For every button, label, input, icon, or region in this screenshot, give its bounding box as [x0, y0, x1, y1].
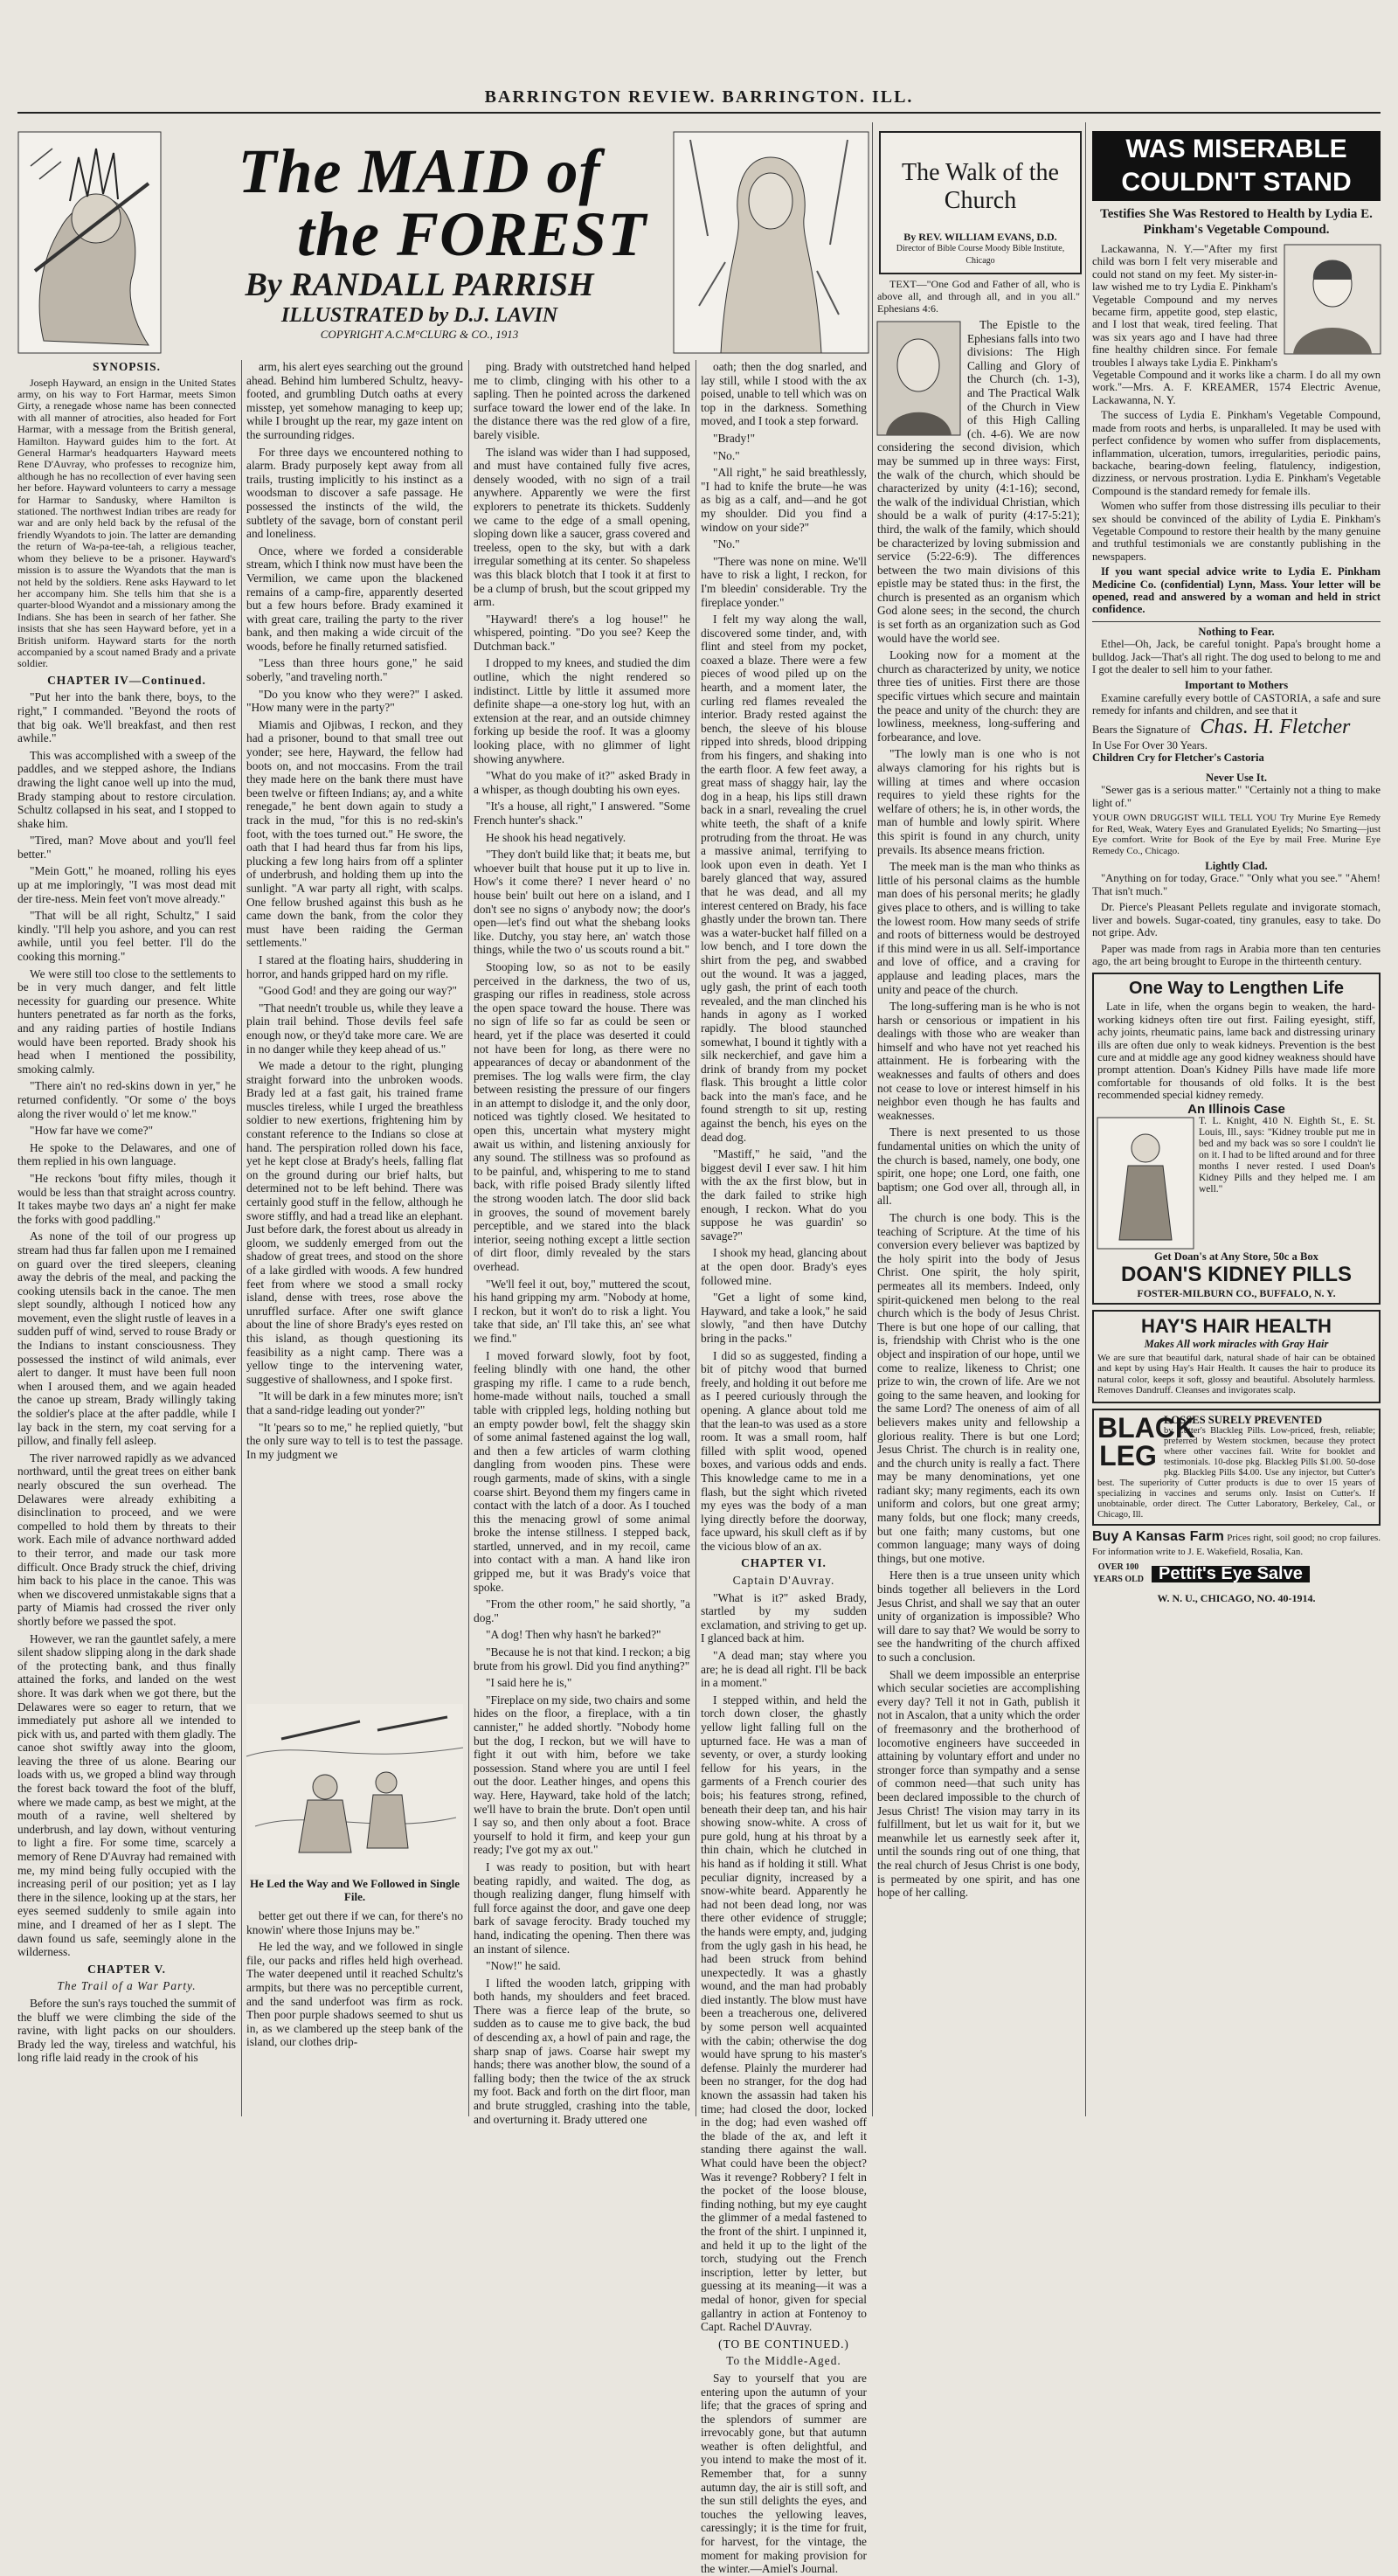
paper-item: Paper was made from rags in Arabia more than ten centuries ago, the art being brought to Europe in the thirteenth century. — [1092, 942, 1381, 967]
col2-paragraph: Once, where we forded a considerable stream, which I think now must have been the Vermilion, we came upon the blackened remains of a camp-fire, apparently deserted but a few hours before. Brady examined it with great care, trailing the party to the river bank, and then making a wide circuit of the woods, before he finally returned satisfied. — [246, 544, 463, 653]
col2-paragraph: "Good God! and they are going our way?" — [259, 984, 457, 998]
ads-column — [1092, 131, 1381, 2115]
column-divider — [241, 360, 242, 2116]
pinkham-headline-1: WAS MISERABLE — [1092, 131, 1381, 168]
col1-paragraph: The river narrowed rapidly as we advanced northward, until the great trees on either bank nearly obscured the sun overhead. The Delawares were already exhibiting a disinclination to proceed, and we were compelled to hold them by threats to their work. Each mile of advance northward added to their terror, and made our task more difficult. Once Brady struck the chief, driving him back to his place in the canoe. This was when we discovered unmistakable signs that a party of Miamis had crossed the river only shortly before we passed the spot. — [17, 1451, 236, 1628]
blackleg-heading: LOSSES SURELY PREVENTED — [1164, 1413, 1323, 1426]
col2-paragraph: For three days we encountered nothing to alarm. Brady purposely kept away from all trails, trusting implicitly to his instinct as a woodsman to discover a safe passage. He possessed the instincts of the wild, the subtlety of the savage, born of constant peril and loneliness. — [246, 445, 463, 541]
col1-paragraph: We were still too close to the settlements to be in very much danger, and felt little necessity for guarding our presence. White hunters penetrated as far north as the forks, and any raiding parties of hostile Indians would have been reported. Brady shook his head when I mentioned the possibility, smoking calmly. — [17, 966, 236, 1076]
synopsis-text: Joseph Hayward, an ensign in the United States army, on his way to Fort Harmar, meets Simon Girty, a renegade whose name has been connected with all manner of atrocities, also headed for Fort Harmar, with a message from the British general, Hamilton. Hayward guides him to the fort. At General Harmar's headquarters Hayward meets Rene D'Auvray, who professes to recognize him, although he has no recollection of ever having seen her before. Hayward volunteers to carry a message for Harmar to Sandusky, where Hamilton is stationed. The northwest Indian tribes are ready for war and are only held back by the refusal of the friendly Wyandots to join. The latter are demanding the return of Wa-pa-tee-tah, a religious teacher, whom they believe to be a prisoner. Hayward's mission is to assure the Wyandots that the man is not held by the soldiers. Rene asks Hayward to let her accompany him. She tells him that she is a quarter-blood Wyandot and a missionary among the Indians. She has been in search of her father. She insists that she has seen Hayward before, yet in a British uniform. Hayward starts for the north accompanied by a scout named Brady and a private soldier. — [17, 376, 236, 670]
col2-paragraph: "That needn't trouble us, while they leave a plain trail behind. Those devils feel safe enough now, or they'd take more care. We are in no danger while they keep ahead of us." — [246, 1001, 463, 1056]
chapter-v-subtitle: The Trail of a War Party. — [57, 1979, 197, 1993]
pinkham-subhead: Testifies She Was Restored to Health by Lydia E. Pinkham's Vegetable Compound. — [1100, 207, 1373, 237]
col1-paragraph: "That will be all right, Schultz," I said kindly. "I'll help you ashore, and you can rest awhile, until you feel better. I'll do the cooking this morning." — [17, 909, 236, 964]
doans-case-text: T. L. Knight, 410 N. Eighth St., E. St. Louis, Ill., says: "Kidney trouble put me in bed and my back was so sore I couldn't lie on it. I had to be lifted around and for three months I never rested. I used Doan's Kidney Pills and they helped me. I am well." — [1199, 1115, 1375, 1195]
col1-paragraph: He spoke to the Delawares, and one of them replied in his own language. — [17, 1140, 236, 1168]
pettit-ad — [1092, 1562, 1381, 1587]
col3-paragraph: "We'll feel it out, boy," muttered the scout, his hand gripping my arm. "Nobody at home, I reckon, but it won't do to risk a light. You take that side, an' I'll take this, an' see what we find." — [474, 1277, 690, 1345]
doans-illustration — [1097, 1118, 1194, 1249]
fear-heading: Nothing to Fear. — [1198, 625, 1275, 638]
story-illustrator: ILLUSTRATED by D.J. LAVIN — [280, 304, 558, 327]
col2-paragraph: better get out there if we can, for there's no knowin' where those Injuns may be." — [246, 1909, 463, 1936]
col3-paragraph: Stooping low, so as not to be easily perceived in the darkness, the two of us, grasping our rifles in readiness, stole across the open space toward the house. There was no sign of life so far as could be seen or heard, yet if the place was deserted it could not have been for long, as there were no appearances of decay or abandonment of the premises. The log walls were firm, the clay between resisting the pressure of our fingers in an attempt to dislodge it, and the only door, noticed was tightly closed. We hesitated to open this, uncertain what mystery might await us within, and listening anxiously for any sound. The stillness was so profound as to be painful, and, whispering to me to stand back, with rifle poised Brady silently lifted the strong wooden latch. The door slid back in grooves, the sound of movement barely perceptible, and we stared into the black interior, seeing nothing except a little section of dirt floor, dimly revealed by the stars overhead. — [474, 959, 690, 1273]
col1-paragraph: Before the sun's rays touched the summit of the bluff we were climbing the side of the ravine, with light packs on our shoulders. Brady led the way, tireless and watchful, his long rifle laid ready in the crook of his — [17, 1996, 236, 2065]
indian-portrait-illustration — [17, 131, 162, 354]
col4-paragraph: "There was none on mine. We'll have to risk a light, I reckon, for I'm bleedin' considerable. Try the fireplace yonder." — [701, 554, 867, 609]
col3-paragraph: He shook his head negatively. — [486, 830, 626, 844]
blackleg-brand-2: LEG — [1099, 1439, 1157, 1472]
church-paragraph: The long-suffering man is he who is not harsh or censorious or impatient in his dealings with those who are weaker than himself and who have not yet reached his attainment. He is forbearing with the weaknesses and faults of others and does not cease to love or interest himself in his neighbor even though he has faults and weaknesses. — [877, 1000, 1080, 1122]
col2-paragraph: I stared at the floating hairs, shuddering in horror, and hands gripped hard on my rifle. — [246, 952, 463, 980]
hays-subheading: Makes All work miracles with Gray Hair — [1144, 1338, 1329, 1351]
col3-paragraph: ping. Brady with outstretched hand helped me to climb, clinging with his other to a sapling. Then he pointed across the darkened surface toward the lower end of the lake. In the distance there was the red glow of a fire, barely visible. — [474, 360, 690, 441]
col2-paragraph: He led the way, and we followed in single file, our packs and rifles held high overhead. The water deepened until it reached Schultz's armpits, but there was no perceptible current, and the sand underfoot was firm as rock. Then poor purple shadows seemed to shut us in, as we clambered up the steep bank of the island, our clothes drip- — [246, 1940, 463, 2049]
pinkham-body-3: Women who suffer from those distressing ills peculiar to their sex should be convinced of the ability of Lydia E. Pinkham's Vegetable Compound to restore their health by the many genuine and truthful testimonials we are constantly publishing in the newspapers. — [1092, 500, 1381, 563]
col1-paragraph: This was accomplished with a sweep of the paddles, and we stepped ashore, the Indians drawing the light canoe well up into the mud, Brady stamping about to restore circulation. Schultz collapsed in his seat, and I stopped to shake him. — [17, 748, 236, 830]
doans-case-heading: An Illinois Case — [1187, 1101, 1285, 1117]
fear-text: Ethel—Oh, Jack, be careful tonight. Papa's brought home a bulldog. Jack—That's all right. The dog used to belong to me and I got the dealer to sell him to your father. — [1092, 638, 1381, 675]
chapter-v-heading: CHAPTER V. — [87, 1962, 166, 1976]
col3-paragraph: The island was wider than I had supposed, and must have contained fully five acres, densely wooded, with no sign of a trail anywhere. Apparently we were the first explorers to penetrate its thickets. Suddenly we came to the edge of a small opening, sloping down like a saucer, grass covered and treeless, open to the sky, but with a dark irregular something at its center. So shapeless was this black blotch that I took it at first to be a clump of brush, but the scout gripped my arm. — [474, 445, 690, 609]
story-byline: By RANDALL PARRISH — [245, 267, 594, 303]
header-rule — [17, 112, 1381, 114]
kansas-ad — [1092, 1531, 1381, 1558]
story-column-4 — [701, 360, 867, 2576]
col4-paragraph: "Brady!" — [713, 431, 756, 445]
col1-paragraph: "There ain't no red-skins down in yer," he returned confidently. "Or some o' the boys along the river would o' let me know." — [17, 1079, 236, 1120]
column-divider — [872, 122, 873, 2116]
hays-body: We are sure that beautiful dark, natural shade of hair can be obtained and kept by using Hay's Hair Health. It causes the hair to produce its natural color, keeps it soft, glossy and beautiful. Absolutely harmless. Removes Dandruff. Cleanses and invigorates scalp. — [1097, 1352, 1375, 1396]
col4-paragraph: "What is it?" asked Brady, startled by my sudden exclamation, and striving to get up. I glanced back at him. — [701, 1590, 867, 1645]
clad-heading: Lightly Clad. — [1205, 860, 1268, 873]
church-paragraph: "The lowly man is one who is not always clamoring for his rights but is willing at times and where occasion requires to yield these rights for the welfare of others; he is, in other words, the man of humble and lowly spirit. Where this spirit is found in any church, unity prevails. Its absence means friction. — [877, 747, 1080, 856]
bears-signature-label: Bears the Signature of — [1092, 723, 1191, 736]
murine-ad: YOUR OWN DRUGGIST WILL TELL YOU Try Murine Eye Remedy for Red, Weak, Watery Eyes and Granulated Eyelids; No Smarting—just Eye comfort. Write for Book of the Eye by mail Free. Murine Eye Remedy Co., Chicago. — [1092, 813, 1381, 856]
story-column-1 — [17, 360, 236, 2116]
col2-paragraph: "It will be dark in a few minutes more; isn't that a sand-ridge leading out yonder?" — [246, 1389, 463, 1416]
wnu-footer: W. N. U., CHICAGO, NO. 40-1914. — [1157, 1591, 1316, 1604]
col3-paragraph: "What do you make of it?" asked Brady in a whisper, as though doubting his own eyes. — [474, 769, 690, 796]
in-use-text: In Use For Over 30 Years. — [1092, 739, 1208, 752]
maiden-portrait-illustration — [673, 131, 869, 354]
col4-paragraph: oath; then the dog snarled, and lay still, while I stood with the ax poised, unable to tell which was on top in the darkness. Something moved, and I took a step forward. — [701, 360, 867, 428]
col1-paragraph: However, we ran the gauntlet safely, a mere silent shadow slipping along in the dark shade of the protecting bank, and thus finally attained the forks, and landed on the west shore. It was dark when we got there, but the Delawares were so eager to return, that we immediately put ashore all we intended to pick with us, and parted with them gladly. The canoe shot swiftly away into the gloom, leaving the three of us alone. Bearing our loads with us, we groped a blind way through the forest back toward the foot of the bluff, where we made camp, as best we might, at the mouth of a ravine, well sheltered by underbrush, and lay down, without venturing to light a fire. For some time, scarcely a memory of Rene D'Auvray had remained with me, my mind being fully occupied with the increasing peril of our position; yet as I lay there in the silence, looking up at the stars, her eyes seemed suddenly to smile again into mine, and I dreamed of her as I slept. The dawn found us safe, seemingly alone in the wilderness. — [17, 1631, 236, 1959]
pinkham-body-4: If you want special advice write to Lydia E. Pinkham Medicine Co. (confidential) Lynn, Mass. Your letter will be opened, read and answered by a woman and held in strict confidence. — [1092, 565, 1381, 616]
doans-ad — [1092, 973, 1381, 1305]
col4-paragraph: "All right," he said breathlessly, "I had to knife the brute—he was as big as a calf, and—and he got my shoulder. Did you find a window on your side?" — [701, 466, 867, 534]
doans-heading: One Way to Lengthen Life — [1129, 979, 1344, 999]
story-column-3 — [474, 360, 690, 2126]
pinkham-body: Lackawanna, N. Y.—"After my first child was born I felt very miserable and could not stand on my feet. My sister-in-law wished me to try Lydia E. Pinkham's Vegetable Compound and my nerves became firm, appetite good, step elastic, and I lost that weak, tired feeling. That was six years ago and I have had three fine healthy children since. For female troubles I always take Lydia E. Pinkham's Vegetable Compound and it works like a charm. I do all my own work."—Mrs. A. F. KREAMER, 1574 Electric Avenue, Lackawanna, N. Y. — [1092, 243, 1381, 406]
page-header: BARRINGTON REVIEW. BARRINGTON. ILL. — [484, 87, 914, 107]
church-paragraph: Looking now for a moment at the church as characterized by unity, we notice three ties of unities. First there are those specific virtues which secure and maintain the peace and unity of the church: they are lowliness, meekness, long-suffering and forbearance, and love. — [877, 648, 1080, 744]
pinkham-body-2: The success of Lydia E. Pinkham's Vegetable Compound, made from roots and herbs, is unparalleled. It may be used with perfect confidence by women who suffer from displacements, inflammation, ulceration, tumors, irregularities, periodic pains, backache, bearing-down feeling, flatulency, indigestion, dizziness, or nervous prostration. Lydia E. Pinkham's Vegetable Compound is the standard remedy for female ills. — [1092, 409, 1381, 497]
col1-paragraph: "Put her into the bank there, boys, to the right," I commanded. "Beyond the roots of that big oak. We'll breakfast, and then rest awhile." — [17, 690, 236, 745]
kansas-heading: Buy A Kansas Farm — [1092, 1529, 1224, 1545]
mothers-heading: Important to Mothers — [1184, 679, 1289, 692]
col2-paragraph: "It 'pears so to me," he replied quietly, "but the only sure way to tell is to test the passage. In my judgment we — [246, 1420, 463, 1461]
church-paragraph: The Epistle to the Ephesians falls into two divisions: The High Calling and Glory of the Church (ch. 1-3), and The Practical Walk of the Church in View of this High Calling (ch. 4-6). We are now considering the second division, which may be summed up in three ways: First, the walk of the church, which should be characterized by unity (4:1-16); second, the walk of the individual Christian, which should be a walk of purity (4:17-5:21); third, the walk of the family, which should be characterized by loving submission and service (5:22-6:9). The differences between the two main divisions of this epistle may be stated thus: in the first, the church is presented as an organism which God alone sees; in the second, the church is set forth as an organization such as God would have the world see. — [877, 318, 1080, 645]
col4-paragraph: I stepped within, and held the torch down closer, the ghastly yellow light falling full on the upturned face. He was a man of seventy, or over, a sturdy looking fellow for his years, in the garments of a French courier des bois; his features strong, refined, beneath their deep tan, and his hair showing snow-white. A cross of pure gold, hung at his throat by a thin chain, which he clutched in his hand as if holding it still. What peculiar dignity, increased by a snow-white beard. Apparently he had not been dead long, nor was there other evidence of struggle; the hands were empty, and, judging from the ugly gash in his head, he had been struck from behind unexpectedly. It was a ghastly wound, and the man had probably died instantly. The blow must have been a treacherous one, delivered by some person well acquainted with the cabin; otherwise the dog would have sprung to his master's defense. Plainly the murderer had been no stranger, for the dog had known the assassin had taken his time; had closed the door, locked in the dog; had even washed off the blade of the ax, and left it standing there against the wall. What could have been the object? Was it revenge? Robbery? I felt in the pocket of the loose blouse, finding nothing, but my eye caught the glimmer of a medal fastened to the front of the shirt. I unpinned it, and held it up to the light of the torch, studying out the French inscription, letter by letter, but guessing at its meaning—it was a medal of honor, given for special gallantry in action at Fontenoy to Capt. Rachel D'Auvray. — [701, 1693, 867, 2334]
col3-paragraph: "It's a house, all right," I answered. "Some French hunter's shack." — [474, 800, 690, 827]
col3-paragraph: "Hayward! there's a log house!" he whispered, pointing. "Do you see? Keep the Dutchman back." — [474, 612, 690, 653]
story-column-2-tail — [246, 1909, 463, 2116]
illustration-caption: He Led the Way and We Followed in Single File. — [249, 1877, 460, 1903]
doans-brand: DOAN'S KIDNEY PILLS — [1121, 1263, 1352, 1287]
mothers-text: Examine carefully every bottle of CASTORIA, a safe and sure remedy for infants and children, and see that it — [1092, 691, 1381, 717]
doans-maker: FOSTER-MILBURN CO., BUFFALO, N. Y. — [1137, 1287, 1336, 1300]
blackleg-brand-1: BLACK — [1097, 1411, 1195, 1444]
story-title-block — [166, 136, 673, 358]
synopsis-heading: SYNOPSIS. — [93, 360, 161, 373]
fletcher-signature: Chas. H. Fletcher — [1200, 715, 1351, 738]
col3-paragraph: I was ready to position, but with heart beating rapidly, and waited. The dog, as though realizing danger, flung himself with full force against the door, and gave one deep bark of savage ferocity. Brady touched my hand, indicating the opening. Then there was an instant of silence. — [474, 1859, 690, 1956]
never-heading: Never Use It. — [1205, 771, 1268, 784]
col1-paragraph: "He reckons 'bout fifty miles, though it would be less than that straight across country. It takes maybe two days an' a night fer make the forks with good paddling." — [17, 1171, 236, 1226]
church-column — [877, 278, 1080, 2116]
pettit-age: OVER 100 YEARS OLD — [1092, 1562, 1145, 1585]
col3-paragraph: "Now!" he said. — [486, 1959, 561, 1973]
col4-paragraph: "Mastiff," he said, "and the biggest devil I ever saw. I hit him with the ax the first blow, but in the dark failed to strike high enough, I reckon. What do you suppose he was guardin' so savage?" — [701, 1147, 867, 1243]
story-title-line1: The MAID of — [238, 136, 601, 206]
church-title-box — [879, 131, 1082, 274]
to-be-continued: (TO BE CONTINUED.) — [718, 2337, 849, 2351]
kansas-body: Prices right, soil good; no crop failures. For information write to J. E. Wakefield, Rosalia, Kan. — [1092, 1533, 1381, 1557]
col3-paragraph: I moved forward slowly, foot by foot, feeling blindly with one hand, the other grasping my rifle. I came to a rude bench, home-made without nails, touched a small table with crippled legs, holding nothing but an empty powder bowl, felt the shaggy skin of some animal fastened against the log wall, and then a few articles of warm clothing dangling from wooden pins. These were rough garments, made of skins, with a single coarse shirt. Beyond them my fingers came in contact with the latch of a door. As I touched this the menacing growl of some animal broke the intense stillness. I stepped back, startled, unnerved, and in my recoil, came into contact with a man. A hand like iron gripped me, but it was Brady's voice that spoke. — [474, 1348, 690, 1594]
children-cry-text: Children Cry for Fletcher's Castoria — [1092, 751, 1264, 765]
col3-paragraph: "A dog! Then why hasn't he barked?" — [486, 1628, 661, 1642]
col2-paragraph: "Do you know who they were?" I asked. "How many were in the party?" — [246, 687, 463, 715]
blackleg-body: by Cutter's Blackleg Pills. Low-priced, fresh, reliable; preferred by Western stockmen, because they protect where other vaccines fail. Write for booklet and testimonials. 10-dose pkg. Blackleg Pills $1.00. 50-dose pkg. Blackleg Pills $4.00. Use any injector, but Cutter's best. The superiority of Cutter products is due to over 15 years of specializing in vaccines and serums only. Insist on Cutter's. If unobtainable, order direct. The Cutter Laboratory, Berkeley, Cal., or Chicago, Ill. — [1097, 1426, 1375, 1520]
col4-paragraph: "Get a light of some kind, Hayward, and take a look," he said slowly, "and then have Dutchy bring in the packs." — [701, 1291, 867, 1345]
church-paragraph: The church is one body. This is the teaching of Scripture. At the time of his conversion every believer was baptized by the holy spirit into the body of Jesus Christ. One spirit, the holy spirit, permeates all its members. Indeed, only spirit-quickened men belong to the real church which is the body of Jesus Christ. There is but one hope of our calling, that is, friendship with Christ who is the one object and inspiration of our hope, until we come to realize, likeness to Christ; one prize to win, the crown of life. Are we not going to the same heaven, and looking for the same Lord? The oneness of aim of all believers makes unity and fellowship a glorious reality. There is but one Lord; Jesus Christ. The church is in reality one, and the church unity is really a fact. There may be many denominations, yet one radiant sky; many regiments, each its own uniform and colors, but one great army; many folds, but one flock; many creeds, but one faith; many customs, but one common language; many ways of doing things, but one motive. — [877, 1211, 1080, 1565]
col3-paragraph: "Fireplace on my side, two chairs and some hides on the floor, a fireplace, with a tin cannister," he added shortly. "Nobody home but the dog, I reckon, but we will have to fight it out with him, before we take possession. Stand where you are until I feel out the door. Leather hinges, and opens this way. Here, Hayward, take hold of the latch; we'll have to brain the brute. Don't open until I say so, and then only about a foot. Brace yourself to hold it firm, and keep your gun ready; I've got my ax out." — [474, 1693, 690, 1857]
hays-ad — [1092, 1310, 1381, 1402]
church-paragraph: Shall we deem impossible an enterprise which secular societies are accomplishing every day? Tell it not in Gath, publish it not in Ascalon, that a unity which the order of freemasonry and the brotherhood of locomotive engineers have succeeded in attaining by voluntary effort and under no stronger force than sympathy and a sense of common need—that such unity has been declared impossible to the church of Jesus Christ! The vision may tarry in its fulfillment, but let us wait for it, but we meanwhile let us earnestly seek after it, until the sounds ring out of one thing, that the real church of Jesus Christ is one body, is permeated by one spirit, and has one hope of her calling. — [877, 1667, 1080, 1900]
hays-heading: HAY'S HAIR HEALTH — [1141, 1315, 1332, 1338]
church-paragraph: Here then is a true unseen unity which binds together all believers in the Lord Jesus Christ, and shall we say that an outer unity of organization is impossible? Who will dare to say that? We would be sorry to see the handwriting of the church affixed to such a conclusion. — [877, 1568, 1080, 1664]
col3-paragraph: "From the other room," he said shortly, "a dog." — [474, 1597, 690, 1624]
church-text: TEXT—"One God and Father of all, who is above all, and through all, and in you all." Ephesians 4:6. — [877, 278, 1080, 315]
story-column-2 — [246, 360, 463, 1697]
church-title: The Walk of the Church — [902, 159, 1059, 214]
doans-body: Late in life, when the organs begin to weaken, the hard-working kidneys often tire out first. Failing eyesight, stiff, achy joints, rheumatic pains, lame back and distressing urinary ills are often due only to weak kidneys. Prevention is the best cure and at middle age any good kidney weakness should have prompt attention. Doan's Kidney Pills have made life more comfortable for thousands of old folks. It is the best recommended special kidney remedy. — [1097, 1001, 1375, 1102]
col1-paragraph: "Mein Gott," he moaned, rolling his eyes up at me imploringly, "I was most dead mit der tire-ness. Mein feet von't move already." — [17, 864, 236, 905]
col4-paragraph: I did so as suggested, finding a bit of pitchy wood that burned freely, and holding it out before me as I peered curiously through the opening. A glance about told me that the lean-to was used as a store room. It was a small room, half filled with split wood, opened boxes, and various odds and ends. This knowledge came to me in a flash, but the sight which riveted my eyes was the body of a man lying directly before the doorway, face upward, his skull cleft as if by the vicious blow of an ax. — [701, 1348, 867, 1553]
pinkham-headline-2: COULDN'T STAND — [1092, 168, 1381, 201]
chapter-iv-continued-heading: CHAPTER IV—Continued. — [47, 673, 206, 687]
wading-illustration — [246, 1704, 463, 1874]
pettit-brand: Pettit's Eye Salve — [1152, 1566, 1310, 1582]
col3-paragraph: "Because he is not that kind. I reckon; a big brute from his growl. Did you find anything?" — [474, 1645, 690, 1672]
doans-get: Get Doan's at Any Store, 50c a Box — [1154, 1250, 1318, 1263]
church-paragraph: There is next presented to us those fundamental unities on which the unity of the church is based, namely, one body, one spirit, one hope; one Lord, one faith, one baptism; one God over all, through all, in all. — [877, 1125, 1080, 1208]
col4-paragraph: "No." — [713, 448, 740, 462]
col4-paragraph: "A dead man; stay where you are; he is dead all right. I'll be back in a moment." — [701, 1649, 867, 1690]
col4-paragraph: I shook my head, glancing about at the open door. Brady's eyes followed mine. — [701, 1246, 867, 1287]
col1-paragraph: As none of the toil of our progress up stream had thus far fallen upon me I remained on guard over the tired sleepers, cleaning away the debris of the meal, and packing the cooking utensils back in the canoe. The men slept soundly, although I noticed how any movement, even the slight rustle of leaves in a sudden puff of wind, served to rouse Brady or the Indians to instant consciousness. They possessed the instinct of wild animals, ever alert to danger. It must have been full noon when I aroused them, and we again headed the canoe up stream, Brady willingly taking the soldier's place at the after paddle, while I lay back in the stern, my coat serving for a pillow, and finally fell asleep. — [17, 1229, 236, 1448]
column-divider — [1085, 122, 1086, 2116]
col2-paragraph: arm, his alert eyes searching out the ground ahead. Behind him lumbered Schultz, heavy-footed, and grumbling Dutch oaths at every misstep, yet somehow managing to keep up; while I brought up the rear, my gaze intent on the surrounding ridges. — [246, 360, 463, 441]
col3-paragraph: "They don't build like that; it beats me, but whoever built that house put it up to live in. How's it come there? I never heard o' no house bein' built out here on a island, and I don't see no signs o' anybody now; the door's open—let's find out what the shebang looks like. Dutchy, you stay here, an' watch those things, while the two o' us scouts round a bit." — [474, 848, 690, 957]
col4-paragraph: I felt my way along the wall, discovered some tinder, and, with flint and steel from my pocket, coaxed a blaze. There were a few pieces of wood piled up on the hearth, and a moment later, the curling red flames revealed the interior. Brady rested against the bench, the sleeve of his blouse ripped into shreds, blood dripping from his fingers, and shaking into the earth floor. A few feet away, a great mass of shaggy hair, lay the dog in a heap, his lips still drawn back in a snarl, revealing the cruel white teeth, the shaft of a knife protruding from the throat. He was a massive animal, terrifying to look upon even in death. Yet I barely glanced that way, assured that he was dead, and all my interest centered on Brady, his face ghastly under the brown tan. There was a water-bucket half filled on a low bench, and I tore down the shirt from the peg, and swabbed out the wound. It was a jagged, ugly gash, the print of each tooth revealed, and the man clinched his hands in agony as I worked rapidly. The blood staunched somewhat, I bound it tightly with a silk neckerchief, and gave him a drink of brandy from my pocket flask. This brought a little color back into the man's face, and he found strength to sit up, resting against the bench, his eyes on the dead dog. — [701, 613, 867, 1144]
chapter-vi-heading: CHAPTER VI. — [741, 1556, 827, 1570]
col2-paragraph: "Less than three hours gone," he said soberly, "and traveling north." — [246, 656, 463, 684]
mrs-kreamer-portrait — [1284, 245, 1381, 354]
col3-paragraph: I dropped to my knees, and studied the dim outline, which the night rendered so indistinct. Little by little it assumed more definite shape—a one-story log hut, with an extension at the rear, and an outside chimney forking up beside the roof. It was a gloomy looking place, with no glimmer of light showing anywhere. — [474, 656, 690, 765]
church-paragraph: The meek man is the man who thinks as little of his personal claims as the humble man does of his personal merits; he gladly gives place to others, and is willing to take the lowest room. How many seeds of strife and roots of bitterness would be destroyed if this mind were in us all. Self-importance and love of office, and a craving for applause and leading places, mars the unity and peace of the church. — [877, 860, 1080, 996]
clad-text: "Anything on for today, Grace." "Only what you see." "Ahem! That isn't much." — [1092, 872, 1381, 897]
never-text: "Sewer gas is a serious matter." "Certainly not a thing to make light of." — [1092, 784, 1381, 809]
blackleg-ad — [1092, 1409, 1381, 1526]
chapter-vi-subtitle: Captain D'Auvray. — [732, 1574, 835, 1588]
col1-paragraph: "How far have we come?" — [30, 1124, 154, 1138]
col1-paragraph: "Tired, man? Move about and you'll feel better." — [17, 834, 236, 861]
col2-paragraph: Miamis and Ojibwas, I reckon, and they had a prisoner, bound to that small tree out yonder; see here, Hayward, the fellow had boots on, and not moccasins. From the trail they made here on the bank there must have been twelve or fifteen Indians; ay, and a white renegade," he bent down again to study a track in the mud, "for this is no red-skin's foot, with the toes turned out." He swore, the oath that I had heard thus far from his lips, plucking a few long hairs from off a splinter of underbrush, and holding them up into the sunlight. "A war party all right, with scalps. One fellow brushed against this bush as he came down the bank, from the color they must have been raiding the German settlements." — [246, 717, 463, 950]
author-portrait — [877, 322, 960, 435]
story-copyright: COPYRIGHT A.C.M°CLURG & CO., 1913 — [320, 328, 519, 341]
story-title-line2: the FOREST — [296, 199, 647, 269]
col3-paragraph: I lifted the wooden latch, gripping with both hands, my shoulders and feet braced. There was a fierce leap of the brute, so sudden as to cause me to give back, the bud of descending ax, a howl of pain and rage, the sharp snap of jaws. Coarse hair swept my hands; there was another blow, the sound of a falling body; then the twice of the ax struck my foot. Back and forth on the dirt floor, man and brute struggled, crashing into the table, and overturning it. Brady uttered one — [474, 1976, 690, 2126]
column-divider — [468, 360, 469, 2116]
church-author: By REV. WILLIAM EVANS, D.D. — [903, 231, 1057, 243]
church-author-title: Director of Bible Course Moody Bible Institute, Chicago — [896, 244, 1065, 266]
middle-aged-text: Say to yourself that you are entering upon the autumn of your life; that the graces of spring and the splendors of summer are irrevocably gone, but that autumn weather is often delightful, and you intend to make the most of it. Remember that, for a sunny autumn day, the air is still soft, and the sun still delights the eyes, and touches the yellowing leaves, caressingly; it is the time for fruit, for harvest, for the vintage, the moment for making provision for the winter.—Amiel's Journal. — [701, 2371, 867, 2576]
middle-aged-heading: To the Middle-Aged. — [726, 2354, 841, 2368]
pierce-ad: Dr. Pierce's Pleasant Pellets regulate and invigorate stomach, liver and bowels. Sugar-coated, tiny granules, easy to take. Do not gripe. Adv. — [1092, 901, 1381, 939]
col2-paragraph: We made a detour to the right, plunging straight forward into the unbroken woods. Brady led at a fast gait, his trained frame muscles tireless, while I urged the breathless soldier to new exertions, frightening him by constant reference to the Indians so close at hand. The perspiration rolled down his face, yet he kept close at Brady's heels, falling flat on the ground during our brief halts, but determined not to be left behind. There was certainly good stuff in the fellow, although he swore stiffly, and had a tread like an elephant. Just before dark, the forest about us already in gloom, we suddenly emerged from out the shadow of great trees, and stood on the shore of a lake girdled with woods. A few hundred feet from where we stood a small rocky island, dense with trees, rose above the unruffled surface. After one swift glance about the line of shore Brady's eyes rested on this island, as though questioning its feasibility as a night camp. There was a yellow tinge to the intervening water, suggestive of shallowness, and I spoke first. — [246, 1059, 463, 1386]
col3-paragraph: "I said here he is," — [486, 1676, 572, 1690]
col4-paragraph: "No." — [713, 537, 740, 551]
